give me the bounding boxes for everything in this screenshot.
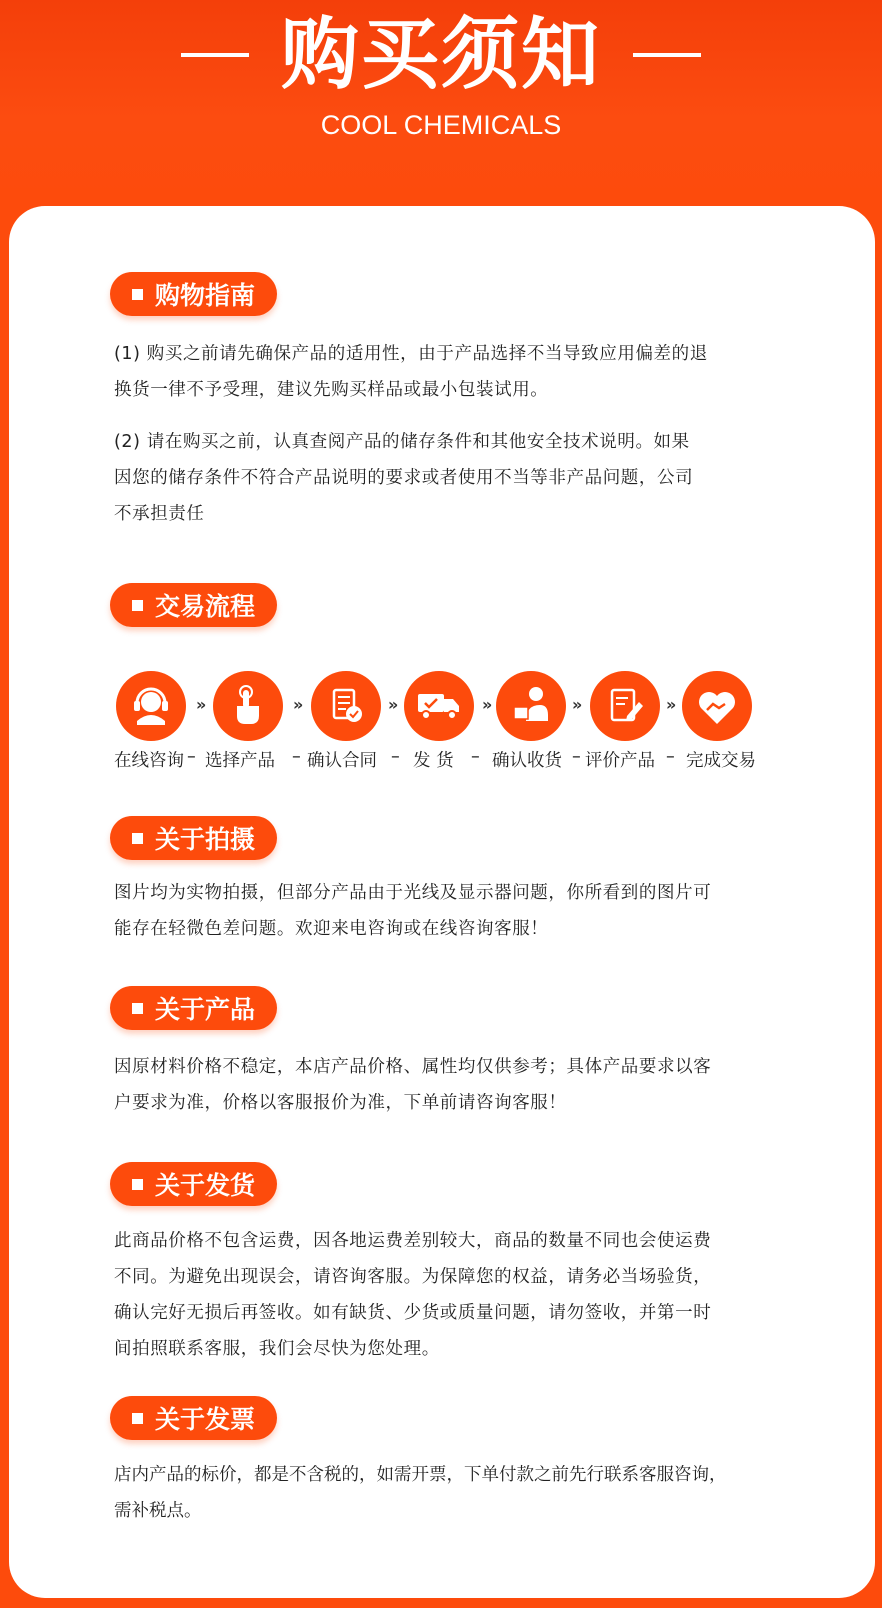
square-bullet-icon (132, 600, 143, 611)
square-bullet-icon (132, 1179, 143, 1190)
section-title-shipping: 关于发货 (110, 1162, 277, 1206)
hand-pointer-icon (213, 671, 283, 741)
step-label-review: 评价产品 (585, 751, 655, 771)
receive-package-icon (496, 671, 566, 741)
trade-process-steps (114, 671, 794, 781)
arrow-icon: » (666, 695, 674, 714)
handshake-icon (682, 671, 752, 741)
page-title: 购买须知 (280, 10, 601, 100)
review-pen-icon (590, 671, 660, 741)
step-label-receive: 确认收货 (492, 751, 562, 771)
step-separator: – (666, 747, 675, 767)
title-dash-left (181, 53, 249, 57)
delivery-truck-icon (404, 671, 474, 741)
product-paragraph: 因原材料价格不稳定，本店产品价格、属性均仅供参考；具体产品要求以客 户要求为准，价格以客服报价为准，下单前请咨询客服！ (114, 1057, 712, 1113)
section-title-product: 关于产品 (110, 986, 277, 1030)
section-title-trade-process: 交易流程 (110, 583, 277, 627)
step-separator: – (187, 747, 196, 767)
square-bullet-icon (132, 833, 143, 844)
step-label-complete: 完成交易 (686, 751, 756, 771)
shipping-paragraph: 此商品价格不包含运费，因各地运费差别较大，商品的数量不同也会使运费 不同。为避免出现误会，请咨询客服。为保障您的权益，请务必当场验货， 确认完好无损后再签收。如有缺货、少货或质量问题，请勿签收，并第一时 间拍照联系客服，我们会尽快为您处理。 (114, 1231, 712, 1359)
arrow-icon: » (482, 695, 490, 714)
header-banner (0, 0, 882, 200)
section-title-shopping-guide: 购物指南 (110, 272, 277, 316)
section-title-photography: 关于拍摄 (110, 816, 277, 860)
invoice-paragraph: 店内产品的标价，都是不含税的，如需开票，下单付款之前先行联系客服咨询， 需补税点。 (114, 1465, 727, 1521)
square-bullet-icon (132, 289, 143, 300)
arrow-icon: » (388, 695, 396, 714)
shopping-guide-paragraph-2: (2) 请在购买之前，认真查阅产品的储存条件和其他安全技术说明。如果 因您的储存条件不符合产品说明的要求或者使用不当等非产品问题，公司 不承担责任 (114, 432, 694, 524)
step-separator: – (391, 747, 400, 767)
shopping-guide-paragraph-1: (1) 购买之前请先确保产品的适用性，由于产品选择不当导致应用偏差的退 换货一律不予受理，建议先购买样品或最小包装试用。 (114, 344, 708, 400)
contract-check-icon (311, 671, 381, 741)
section-title-invoice: 关于发票 (110, 1396, 277, 1440)
step-label-contract: 确认合同 (307, 751, 377, 771)
photography-paragraph: 图片均为实物拍摄，但部分产品由于光线及显示器问题，你所看到的图片可 能存在轻微色差问题。欢迎来电咨询或在线咨询客服！ (114, 883, 712, 939)
arrow-icon: » (196, 695, 204, 714)
step-separator: – (292, 747, 301, 767)
step-labels (114, 747, 794, 777)
step-label-select: 选择产品 (205, 751, 275, 771)
headset-icon (116, 671, 186, 741)
step-separator: – (572, 747, 581, 767)
title-dash-right (633, 53, 701, 57)
step-separator: – (471, 747, 480, 767)
arrow-icon: » (293, 695, 301, 714)
square-bullet-icon (132, 1003, 143, 1014)
arrow-icon: » (572, 695, 580, 714)
title-row (0, 10, 882, 100)
square-bullet-icon (132, 1413, 143, 1424)
step-label-ship: 发 货 (413, 751, 454, 771)
content-card (9, 206, 875, 1598)
step-label-consult: 在线咨询 (114, 751, 184, 771)
page-subtitle: COOL CHEMICALS (320, 110, 562, 140)
